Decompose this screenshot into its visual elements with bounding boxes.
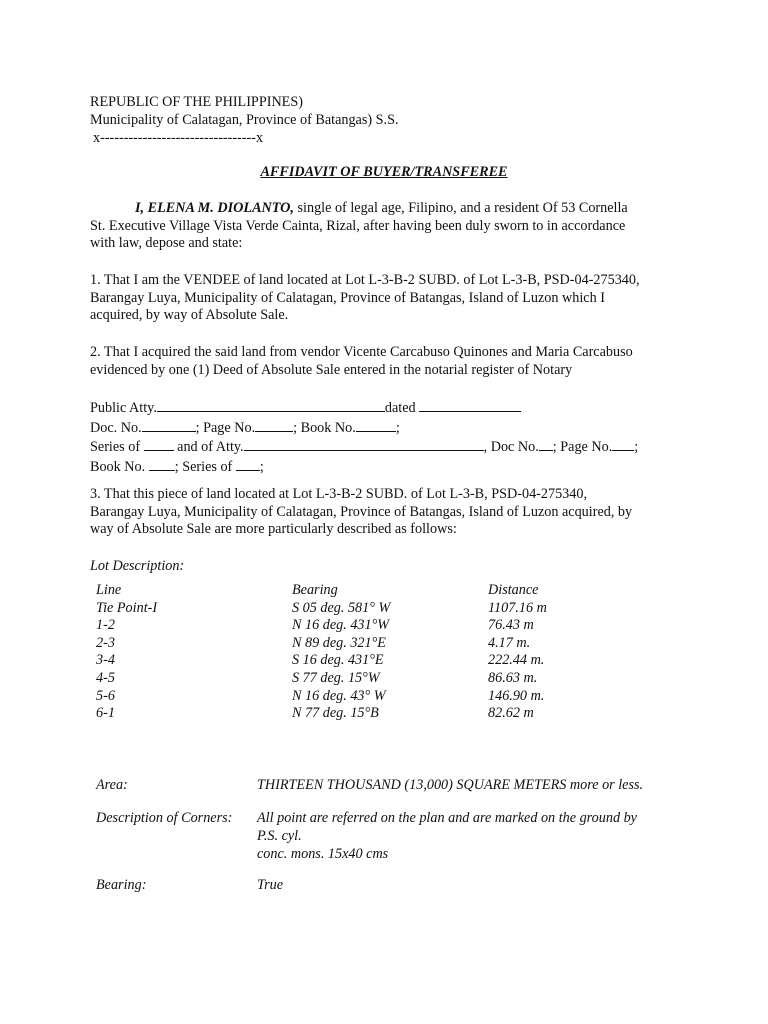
cell-distance: 1107.16 m <box>488 599 547 616</box>
page-no2-blank <box>612 437 634 451</box>
lot-table-header <box>96 582 547 600</box>
doc-no2-blank <box>539 437 553 451</box>
header-bearing: Bearing <box>292 582 338 598</box>
table-row <box>96 670 547 688</box>
semicolon: ; <box>259 458 264 475</box>
intro-line1-rest: single of legal age, Filipino, and a resident Of 53 Cornella <box>293 200 628 216</box>
intro-paragraph <box>90 200 690 253</box>
corners-line1: All point are referred on the plan and are marked on the ground by <box>257 810 637 826</box>
notary-line2 <box>90 418 690 438</box>
item-2-line2: evidenced by one (1) Deed of Absolute Sale entered in the notarial register of Notary <box>90 361 573 378</box>
item-1-line2: Barangay Luya, Municipality of Calatagan, Province of Batangas, Island of Luzon which I <box>90 289 605 306</box>
document-title: AFFIDAVIT OF BUYER/TRANSFEREE <box>260 164 508 180</box>
cell-bearing: S 05 deg. 581° W <box>292 599 391 616</box>
cell-bearing: N 16 deg. 431°W <box>292 617 390 634</box>
cell-bearing: S 16 deg. 431°E <box>292 652 384 669</box>
intro-line2: St. Executive Village Vista Verde Cainta, Rizal, after having been duly sworn to in accordance <box>90 217 626 234</box>
semicolon: ; <box>634 439 639 456</box>
bearing-label: Bearing: <box>96 877 147 893</box>
cell-distance: 146.90 m. <box>488 687 545 704</box>
book-no2-label: Book No. <box>90 458 146 475</box>
table-row <box>96 705 547 723</box>
item-1-line1: 1. That I am the VENDEE of land located at Lot L-3-B-2 SUBD. of Lot L-3-B, PSD-04-275340, <box>90 272 640 288</box>
notary-line3 <box>90 437 690 457</box>
notary-line1 <box>90 398 690 418</box>
corners-line3: conc. mons. 15x40 cms <box>257 846 389 862</box>
dated-blank <box>419 398 521 412</box>
cell-line: 1-2 <box>96 617 115 634</box>
semicolon: ; <box>395 419 400 436</box>
cell-bearing: N 89 deg. 321°E <box>292 634 386 651</box>
cell-line: Tie Point-I <box>96 599 158 616</box>
header-republic: REPUBLIC OF THE PHILIPPINES) <box>90 94 303 110</box>
series-of2-label: ; Series of <box>174 458 233 475</box>
area-value: THIRTEEN THOUSAND (13,000) SQUARE METERS more or less. <box>257 777 644 793</box>
lot-description-label: Lot Description: <box>90 558 185 574</box>
item-1-paragraph <box>90 272 690 325</box>
item-3-line2: Barangay Luya, Municipality of Calatagan, Province of Batangas, Island of Luzon acquired, by <box>90 503 633 520</box>
cell-line: 5-6 <box>96 687 115 704</box>
cell-distance: 86.63 m. <box>488 669 538 686</box>
doc-no2-label: , Doc No. <box>483 439 539 456</box>
area-label: Area: <box>96 777 128 793</box>
header-separator: x---------------------------------x <box>93 130 264 146</box>
corners-line2: P.S. cyl. <box>257 828 302 844</box>
item-2-line1: 2. That I acquired the said land from vendor Vicente Carcabuso Quinones and Maria Carcabuso <box>90 344 633 360</box>
series-of2-blank <box>236 457 260 471</box>
page-no-label: ; Page No. <box>195 419 256 436</box>
series-blank <box>144 437 174 451</box>
cell-line: 4-5 <box>96 669 115 686</box>
corners-label: Description of Corners: <box>96 810 233 826</box>
item-2-paragraph <box>90 344 690 379</box>
public-atty-label: Public Atty. <box>90 400 157 416</box>
cell-distance: 4.17 m. <box>488 634 531 651</box>
affiant-name: I, ELENA M. DIOLANTO, <box>135 200 294 216</box>
page-no2-label: ; Page No. <box>552 439 613 456</box>
cell-distance: 82.62 m <box>488 705 534 722</box>
intro-line3: with law, depose and state: <box>90 235 243 252</box>
cell-bearing: S 77 deg. 15°W <box>292 669 380 686</box>
book-no-blank <box>356 418 396 432</box>
atty-blank <box>244 437 484 451</box>
cell-bearing: N 16 deg. 43° W <box>292 687 386 704</box>
lot-table <box>96 582 547 723</box>
cell-line: 6-1 <box>96 705 115 722</box>
item-1-line3: acquired, by way of Absolute Sale. <box>90 307 289 324</box>
header-line: Line <box>96 582 122 598</box>
cell-line: 3-4 <box>96 652 115 669</box>
bearing-value: True <box>257 877 284 893</box>
doc-no-label: Doc. No. <box>90 419 142 436</box>
header-distance: Distance <box>488 582 539 598</box>
book-no-label: ; Book No. <box>293 419 356 436</box>
public-atty-blank <box>157 398 385 412</box>
book-no2-blank <box>149 457 175 471</box>
notary-line4 <box>90 457 690 477</box>
cell-distance: 222.44 m. <box>488 652 545 669</box>
table-row <box>96 600 547 618</box>
table-row <box>96 617 547 635</box>
series-of-label: Series of <box>90 439 141 456</box>
cell-distance: 76.43 m <box>488 617 534 634</box>
item-3-line1: 3. That this piece of land located at Lot L-3-B-2 SUBD. of Lot L-3-B, PSD-04-275340, <box>90 486 588 502</box>
item-3-paragraph <box>90 486 690 539</box>
and-of-atty-label: and of Atty. <box>173 439 244 456</box>
table-row <box>96 688 547 706</box>
table-row <box>96 652 547 670</box>
cell-line: 2-3 <box>96 634 115 651</box>
table-row <box>96 635 547 653</box>
item-3-line3: way of Absolute Sale are more particularly described as follows: <box>90 521 457 538</box>
doc-no-blank <box>142 418 196 432</box>
cell-bearing: N 77 deg. 15°B <box>292 705 379 722</box>
dated-label: dated <box>384 400 416 416</box>
header-municipality: Municipality of Calatagan, Province of Batangas) S.S. <box>90 112 399 128</box>
page-no-blank <box>255 418 293 432</box>
notary-details <box>90 398 690 476</box>
